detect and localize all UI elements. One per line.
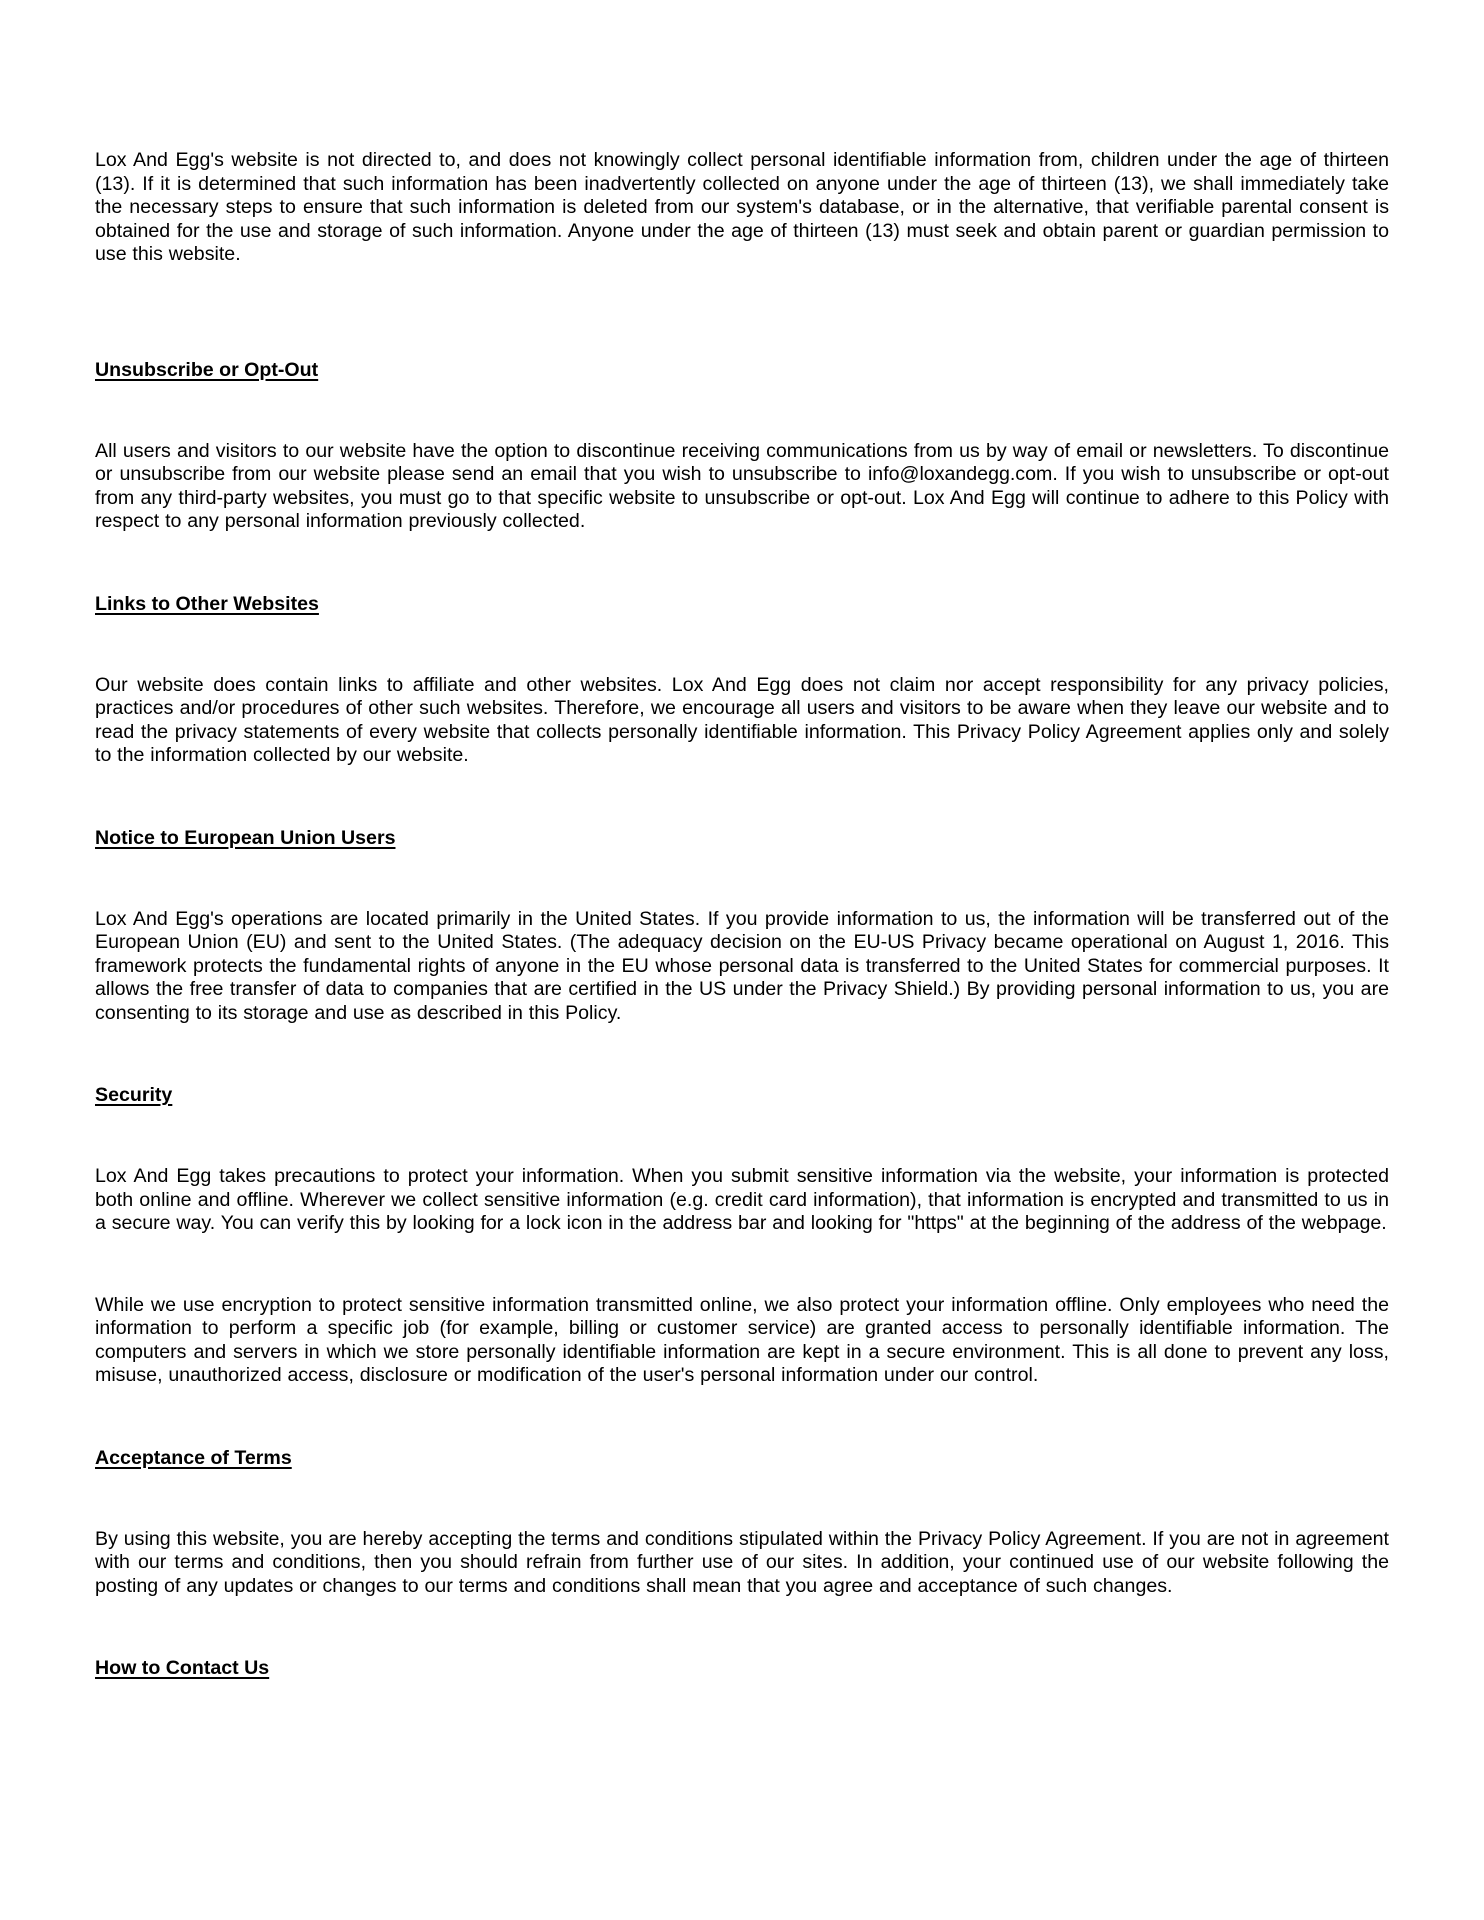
paragraph-security-online: Lox And Egg takes precautions to protect your information. When you submit sensitive information via the website, your information is protected both online and offline. Wherever we collect sensitive information (e.g. credit card information), that information is encrypted and transmitted to us in a secure way. You can verify this by looking for a lock icon in the address bar and looking for "https" at the beginning of the address of the webpage.	[95, 1165, 1389, 1234]
heading-notice-to-eu-users: Notice to European Union Users	[95, 826, 396, 849]
heading-how-to-contact-us: How to Contact Us	[95, 1657, 270, 1679]
heading-security: Security	[95, 1084, 173, 1106]
paragraph-unsubscribe: All users and visitors to our website have the option to discontinue receiving communications from us by way of email or newsletters. To discontinue or unsubscribe from our website please send an email that you wish to unsubscribe to info@loxandegg.com. If you wish to unsubscribe or opt-out from any third-party websites, you must go to that specific website to unsubscribe or opt-out. Lox And Egg will continue to adhere to this Policy with respect to any personal information previously collected.	[95, 439, 1389, 532]
heading-links-to-other-websites: Links to Other Websites	[95, 592, 319, 615]
paragraph-acceptance-of-terms: By using this website, you are hereby accepting the terms and conditions stipulated within the Privacy Policy Agreement. If you are not in agreement with our terms and conditions, then you should refrain from further use of our sites. In addition, your continued use of our website following the posting of any updates or changes to our terms and conditions shall mean that you agree and acceptance of such changes.	[95, 1527, 1389, 1597]
intro-paragraph: Lox And Egg's website is not directed to, and does not knowingly collect personal identifiable information from, children under the age of thirteen (13). If it is determined that such information has been inadvertently collected on anyone under the age of thirteen (13), we shall immediately take the necessary steps to ensure that such information is deleted from our system's database, or in the alternative, that verifiable parental consent is obtained for the use and storage of such information. Anyone under the age of thirteen (13) must seek and obtain parent or guardian permission to use this website.	[95, 149, 1389, 265]
paragraph-eu-notice: Lox And Egg's operations are located primarily in the United States. If you provide information to us, the information will be transferred out of the European Union (EU) and sent to the United States. (The adequacy decision on the EU-US Privacy became operational on August 1, 2016. This framework protects the fundamental rights of anyone in the EU whose personal data is transferred to the United States for commercial purposes. It allows the free transfer of data to companies that are certified in the US under the Privacy Shield.) By providing personal information to us, you are consenting to its storage and use as described in this Policy.	[95, 907, 1389, 1024]
heading-acceptance-of-terms: Acceptance of Terms	[95, 1446, 292, 1469]
paragraph-links-to-other-websites: Our website does contain links to affiliate and other websites. Lox And Egg does not claim nor accept responsibility for any privacy policies, practices and/or procedures of other such websites. Therefore, we encourage all users and visitors to be aware when they leave our website and to read the privacy statements of every website that collects personally identifiable information. This Privacy Policy Agreement applies only and solely to the information collected by our website.	[95, 673, 1389, 766]
paragraph-security-offline: While we use encryption to protect sensitive information transmitted online, we also protect your information offline. Only employees who need the information to perform a specific job (for example, billing or customer service) are granted access to personally identifiable information. The computers and servers in which we store personally identifiable information are kept in a secure environment. This is all done to prevent any loss, misuse, unauthorized access, disclosure or modification of the user's personal information under our control.	[95, 1293, 1389, 1386]
heading-unsubscribe-or-opt-out: Unsubscribe or Opt-Out	[95, 358, 319, 381]
